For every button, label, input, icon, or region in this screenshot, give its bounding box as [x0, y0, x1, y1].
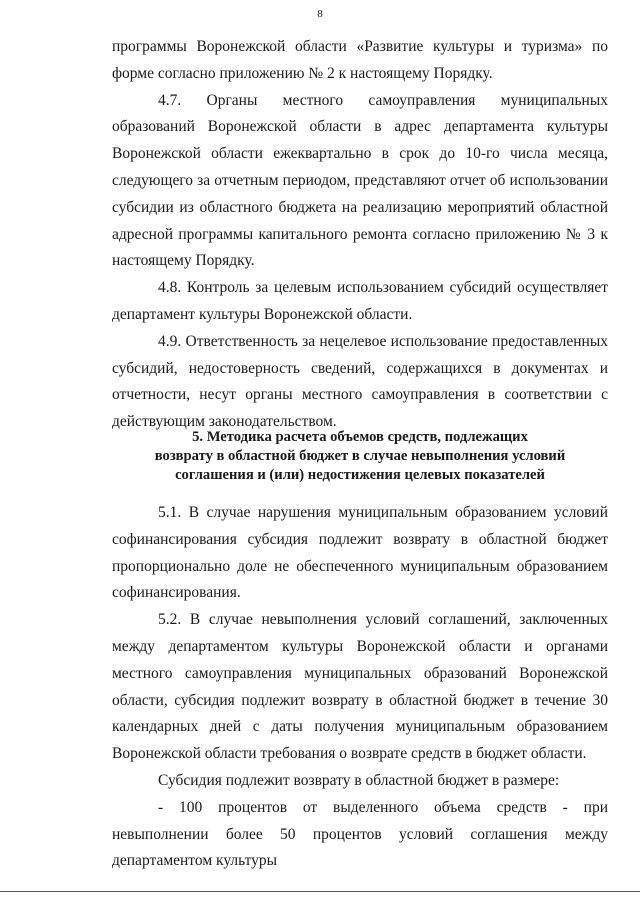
section-heading-line-2: возврату в областной бюджет в случае невыполнения условий [154, 448, 566, 464]
paragraph-5-2: 5.2. В случае невыполнения условий соглашений, заключенных между департаментом культуры Воронежской области и органами местного самоуправления муниципальных образований Воронежской области, субсидия подлежит возврату в областной бюджет в течение 30 календарных дней с даты получения муниципальным образованием Воронежской области требования о возврате средств в бюджет области. [112, 611, 608, 763]
section-heading-line-3: соглашения и (или) недостижения целевых показателей [175, 467, 545, 483]
paragraph-refund-100-percent: - 100 процентов от выделенного объема средств - при невыполнении более 50 процентов условий соглашения между департаментом культуры [112, 798, 608, 870]
document-body-top [112, 34, 608, 436]
paragraph-5-1: 5.1. В случае нарушения муниципальным образованием условий софинансирования субсидия подлежит возврату в областной бюджет пропорционально доле не обеспеченного муниципальным образованием софинансирования. [112, 504, 608, 602]
section-heading-line-1: 5. Методика расчета объемов средств, подлежащих [192, 429, 528, 445]
paragraph-continuation: программы Воронежской области «Развитие культуры и туризма» по форме согласно приложению № 2 к настоящему Порядку. [112, 38, 608, 82]
paragraph-4-9: 4.9. Ответственность за нецелевое использование предоставленных субсидий, недостоверность сведений, содержащихся в документах и отчетности, несут органы местного самоуправления в соответствии с действующим законодательством. [112, 332, 608, 431]
paragraph-refund-size: Субсидия подлежит возврату в областной бюджет в размере: [158, 771, 560, 789]
page-number: 8 [317, 8, 323, 20]
section-heading [112, 428, 608, 485]
document-body-bottom [112, 500, 608, 875]
paragraph-4-8: 4.8. Контроль за целевым использованием субсидий осуществляет департамент культуры Воронежской области. [112, 279, 608, 323]
footer-rule [0, 891, 640, 892]
paragraph-4-7: 4.7. Органы местного самоуправления муниципальных образований Воронежской области в адрес департамента культуры Воронежской области ежеквартально в срок до 10-го числа месяца, следующего за отчетным периодом, представляют отчет об использовании субсидии из областного бюджета на реализацию мероприятий областной адресной программы капитального ремонта согласно приложению № 3 к настоящему Порядку. [112, 91, 608, 270]
